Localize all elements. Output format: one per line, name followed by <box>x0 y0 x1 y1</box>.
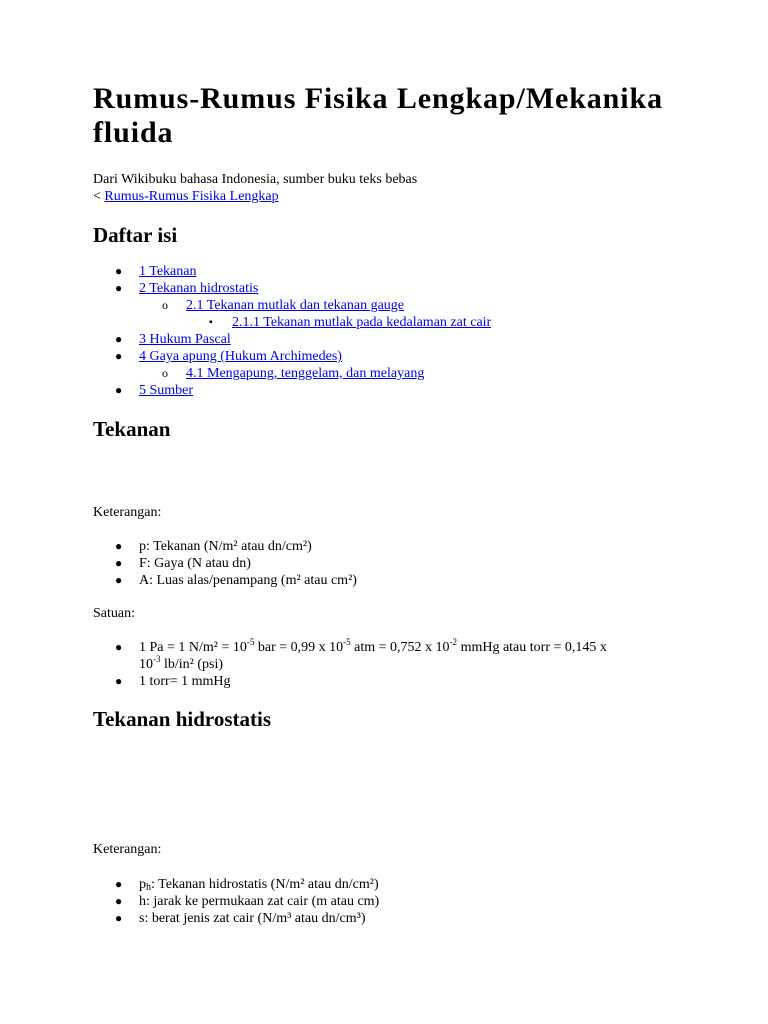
list-item-ph: ph: Tekanan hidrostatis (N/m² atau dn/cm²) <box>139 877 379 893</box>
toc-link-tekanan-mutlak-kedalaman[interactable]: 2.1.1 Tekanan mutlak pada kedalaman zat cair <box>232 315 492 330</box>
toc-item <box>139 280 258 297</box>
toc-link-tekanan-mutlak-gauge[interactable]: 2.1 Tekanan mutlak dan tekanan gauge <box>186 298 405 313</box>
bullet-icon: ● <box>115 911 123 925</box>
toc-item <box>139 382 193 399</box>
bullet-icon: ▪ <box>209 317 213 328</box>
bullet-icon: ● <box>115 281 123 295</box>
list-item: p: Tekanan (N/m² atau dn/cm²) <box>139 539 312 554</box>
bullet-icon: ● <box>115 264 123 278</box>
list-item: h: jarak ke permukaan zat cair (m atau cm) <box>139 894 380 909</box>
toc-link-mengapung[interactable]: 4.1 Mengapung, tenggelam, dan melayang <box>186 366 425 381</box>
toc-link-hukum-pascal[interactable]: 3 Hukum Pascal <box>139 332 231 347</box>
bullet-icon: ● <box>115 383 123 397</box>
section-heading-hidrostatis: Tekanan hidrostatis <box>93 707 271 731</box>
bullet-icon: ● <box>115 894 123 908</box>
breadcrumb-prefix: < <box>93 189 101 204</box>
bullet-icon: ● <box>115 674 123 688</box>
toc-item <box>186 365 424 382</box>
bullet-icon: ● <box>115 349 123 363</box>
breadcrumb <box>93 188 279 205</box>
list-item: F: Gaya (N atau dn) <box>139 556 251 571</box>
bullet-icon: ● <box>115 556 123 570</box>
list-item: A: Luas alas/penampang (m² atau cm²) <box>139 573 357 588</box>
toc-link-tekanan[interactable]: 1 Tekanan <box>139 264 197 279</box>
section-heading-tekanan: Tekanan <box>93 417 171 441</box>
toc-item <box>139 331 231 348</box>
bullet-icon: o <box>162 298 168 312</box>
bullet-icon: ● <box>115 877 123 891</box>
toc-item <box>232 314 491 331</box>
page-title: Rumus-Rumus Fisika Lengkap/Mekanika fluida <box>93 82 663 149</box>
breadcrumb-link[interactable]: Rumus-Rumus Fisika Lengkap <box>104 189 279 204</box>
bullet-icon: ● <box>115 539 123 553</box>
toc-link-tekanan-hidrostatis[interactable]: 2 Tekanan hidrostatis <box>139 281 259 296</box>
list-item-satuan-torr: 1 torr= 1 mmHg <box>139 674 231 689</box>
toc-link-gaya-apung[interactable]: 4 Gaya apung (Hukum Archimedes) <box>139 349 342 364</box>
toc-heading: Daftar isi <box>93 223 178 247</box>
toc-item <box>139 348 342 365</box>
keterangan-label: Keterangan: <box>93 842 162 857</box>
toc-item <box>139 263 196 280</box>
list-item: s: berat jenis zat cair (N/m³ atau dn/cm³) <box>139 911 366 926</box>
toc-item <box>186 297 404 314</box>
bullet-icon: ● <box>115 573 123 587</box>
toc-link-sumber[interactable]: 5 Sumber <box>139 383 194 398</box>
bullet-icon: ● <box>115 332 123 346</box>
satuan-label: Satuan: <box>93 606 135 621</box>
keterangan-label: Keterangan: <box>93 505 162 520</box>
list-item-satuan-pa: 1 Pa = 1 $N/m^2 = 10^{-5}$ bar = 0,99 x $10^{-5}$ atm = 0,752 x $10^{-2}$ mmHg atau torr = 0,145 x <box>139 637 607 655</box>
bullet-icon: o <box>162 366 168 380</box>
bullet-icon: ● <box>115 640 123 654</box>
page-subtitle: Dari Wikibuku bahasa Indonesia, sumber buku teks bebas <box>93 172 418 187</box>
list-item-satuan-pa-cont: $10^{-3}$ lb/in² (psi) <box>139 654 224 672</box>
